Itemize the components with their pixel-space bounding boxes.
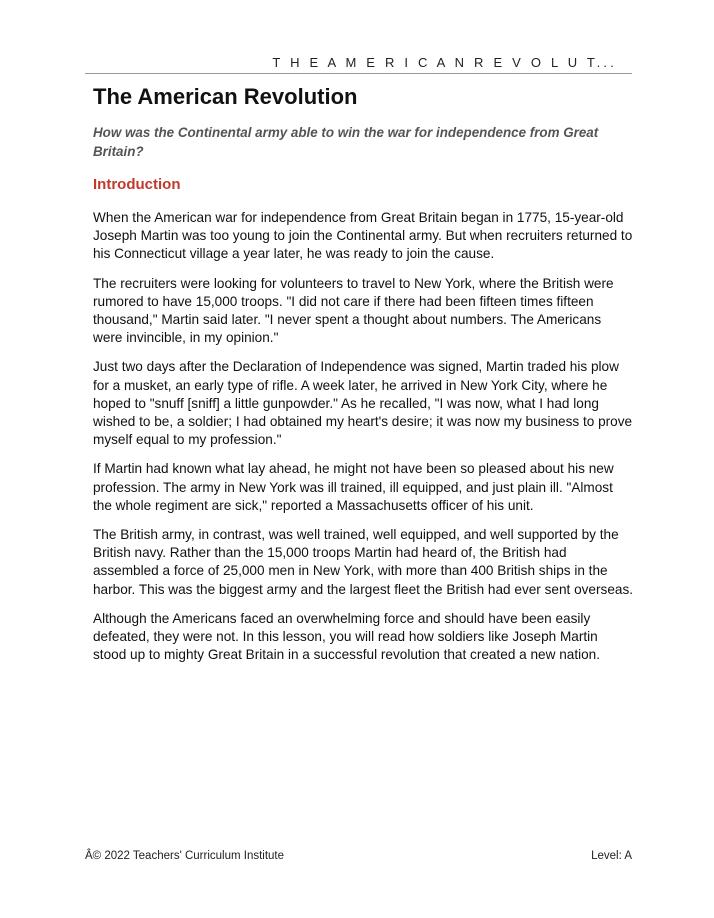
running-header: T H E A M E R I C A N R E V O L U T... <box>272 55 617 70</box>
section-heading-introduction: Introduction <box>93 176 181 193</box>
paragraph: The recruiters were looking for volunteers to travel to New York, where the British were rumored to have 15,000 troops. "I did not care if there had been fifteen times fifteen thousand," Martin said later. "I never spent a thought about numbers. The Americans were invincible, in my opinion." <box>93 275 614 346</box>
paragraph: When the American war for independence from Great Britain began in 1775, 15-year-old Joseph Martin was too young to join the Continental army. But when recruiters returned to his Connecticut village a year later, he was ready to join the cause. <box>93 210 633 262</box>
paragraph: If Martin had known what lay ahead, he might not have been so pleased about his new profession. The army in New York was ill trained, ill equipped, and just plain ill. "Almost the whole regiment are sick," reported a Massachusetts officer of his unit. <box>93 461 614 513</box>
copyright-notice: Â© 2022 Teachers' Curriculum Institute <box>85 850 285 862</box>
reading-level: Level: A <box>591 850 632 862</box>
page-title: The American Revolution <box>93 84 358 109</box>
header-divider <box>85 73 632 74</box>
essential-question: How was the Continental army able to win the war for independence from Great Britain? <box>93 125 599 159</box>
paragraph: Although the Americans faced an overwhelming force and should have been easily defeated, they were not. In this lesson, you will read how soldiers like Joseph Martin stood up to mighty Great Britain in a successful revolution that created a new nation. <box>93 610 601 663</box>
paragraph: Just two days after the Declaration of Independence was signed, Martin traded his plow for a musket, an early type of rifle. A week later, he arrived in New York City, where he hoped to "snuff [sniff] a little gunpowder." As he recalled, "I was now, what I had long wished to be, a soldier; I had obtained my heart's desire; it was now my business to prove myself equal to my profession." <box>93 359 633 448</box>
paragraph: The British army, in contrast, was well trained, well equipped, and well supported by the British navy. Rather than the 15,000 troops Martin had heard of, the British had assembled a force of 25,000 men in New York, with more than 400 British ships in the harbor. This was the biggest army and the largest fleet the British had ever sent overseas. <box>93 527 634 597</box>
introduction-text <box>93 209 633 664</box>
page-footer <box>85 850 632 862</box>
document-body <box>93 82 633 675</box>
